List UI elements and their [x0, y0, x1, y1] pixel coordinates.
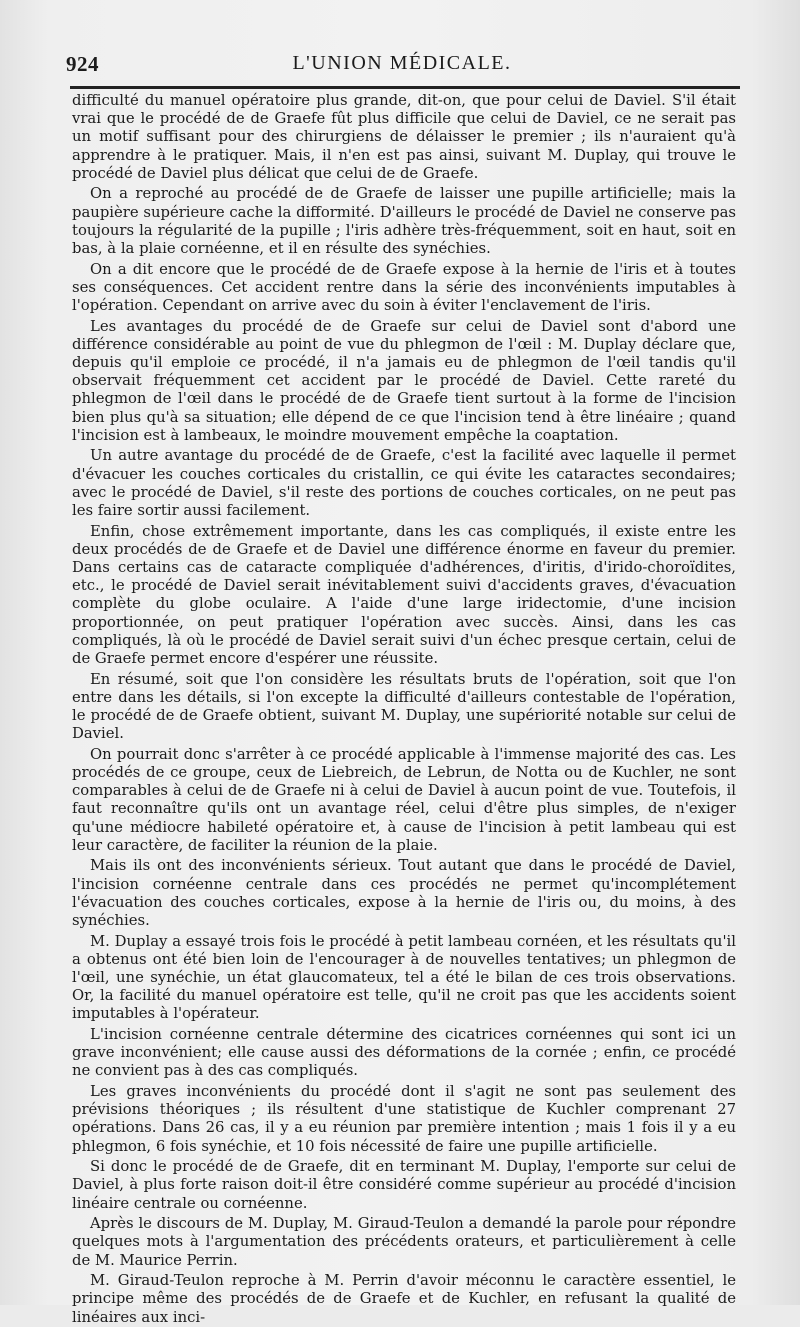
paragraph: difficulté du manuel opératoire plus grande, dit-on, que pour celui de Daviel. S'il était vrai que le procédé de de Graefe fût plus difficile que celui de Daviel, ce ne serait pas un motif suffisant pour des chirurgiens de délaisser le premier ; ils n'auraient qu'à apprendre à le pratiquer. Mais, il n'en est pas ainsi, suivant M. Duplay, qui trouve le procédé de Daviel plus délicat que celui de de Graefe.: [72, 92, 736, 182]
paragraph: En résumé, soit que l'on considère les résultats bruts de l'opération, soit que l'on entre dans les détails, si l'on excepte la difficulté d'ailleurs contestable de l'opération, le procédé de de Graefe obtient, suivant M. Duplay, une supériorité notable sur celui de Daviel.: [72, 670, 736, 743]
page-number: 924: [66, 52, 99, 76]
paragraph: On pourrait donc s'arrêter à ce procédé applicable à l'immense majorité des cas. Les procédés de ce groupe, ceux de Liebreich, de Lebrun, de Notta ou de Kuchler, ne sont comparables à celui de de Graefe ni à celui de Daviel à aucun point de vue. Toutefois, il faut reconnaître qu'ils ont un avantage réel, celui d'être plus simples, de n'exiger qu'une médiocre habileté opératoire et, à cause de l'incision à petit lambeau qui est leur caractère, de faciliter la réunion de la plaie.: [72, 745, 736, 854]
paragraph: Les graves inconvénients du procédé dont il s'agit ne sont pas seulement des prévisions théoriques ; ils résultent d'une statistique de Kuchler comprenant 27 opérations. Dans 26 cas, il y a eu réunion par première intention ; mais 1 fois il y a eu phlegmon, 6 fois synéchie, et 10 fois nécessité de faire une pupille artificielle.: [72, 1083, 736, 1155]
paragraph: M. Duplay a essayé trois fois le procédé à petit lambeau cornéen, et les résultats qu'il a obtenus ont été bien loin de l'encourager à de nouvelles tentatives; un phlegmon de l'œil, une synéchie, un état glaucomateux, tel a été le bilan de ces trois observations. Or, la facilité du manuel opératoire est telle, qu'il ne croit pas que les accidents soient imputables à l'opérateur.: [72, 932, 736, 1023]
paragraph: Mais ils ont des inconvénients sérieux. Tout autant que dans le procédé de Daviel, l'incision cornéenne centrale dans ces procédés ne permet qu'incomplétement l'évacuation des couches corticales, expose à la hernie de l'iris ou, du moins, à des synéchies.: [72, 857, 736, 930]
paragraph: Si donc le procédé de de Graefe, dit en terminant M. Duplay, l'emporte sur celui de Daviel, à plus forte raison doit-il être considéré comme supérieur au procédé d'incision linéaire centrale ou cornéenne.: [72, 1158, 736, 1212]
page-header: [64, 50, 740, 78]
paragraph: Un autre avantage du procédé de de Graefe, c'est la facilité avec laquelle il permet d'évacuer les couches corticales du cristallin, ce qui évite les cataractes secondaires; avec le procédé de Daviel, s'il reste des portions de couches corticales, on ne peut pas les faire sortir aussi facilement.: [72, 447, 736, 520]
paragraph: M. Giraud-Teulon reproche à M. Perrin d'avoir méconnu le caractère essentiel, le principe même des procédés de de Graefe et de Kuchler, en refusant la qualité de linéaires aux inci-: [72, 1272, 736, 1326]
paragraph: On a dit encore que le procédé de de Graefe expose à la hernie de l'iris et à toutes ses conséquences. Cet accident rentre dans la série des inconvénients imputables à l'opération. Cependant on arrive avec du soin à éviter l'enclavement de l'iris.: [72, 260, 736, 315]
paragraph: L'incision cornéenne centrale détermine des cicatrices cornéennes qui sont ici un grave inconvénient; elle cause aussi des déformations de la cornée ; enfin, ce procédé ne convient pas à des cas compliqués.: [72, 1026, 736, 1080]
paragraph: Enfin, chose extrêmement importante, dans les cas compliqués, il existe entre les deux procédés de de Graefe et de Daviel une différence énorme en faveur du premier. Dans certains cas de cataracte compliquée d'adhérences, d'iritis, d'irido-choroïdites, etc., le procédé de Daviel serait inévitablement suivi d'accidents graves, d'évacuation complète du globe oculaire. A l'aide d'une large iridectomie, d'une incision proportionnée, on peut pratiquer l'opération avec succès. Ainsi, dans les cas compliqués, là où le procédé de Daviel serait suivi d'un échec presque certain, celui de de Graefe permet encore d'espérer une réussite.: [72, 522, 736, 668]
paragraph: Après le discours de M. Duplay, M. Giraud-Teulon a demandé la parole pour répondre quelques mots à l'argumentation des précédents orateurs, et particulièrement à celle de M. Maurice Perrin.: [72, 1215, 736, 1269]
article-body: [72, 92, 736, 1327]
header-rule: [70, 86, 740, 89]
paragraph: Les avantages du procédé de de Graefe sur celui de Daviel sont d'abord une différence considérable au point de vue du phlegmon de l'œil : M. Duplay déclare que, depuis qu'il emploie ce procédé, il n'a jamais eu de phlegmon de l'œil tandis qu'il observait fréquemment cet accident par le procédé de Daviel. Cette rareté du phlegmon de l'œil dans le procédé de de Graefe tient surtout à la forme de l'incision bien plus qu'à sa situation; elle dépend de ce que l'incision tend à être linéaire ; quand l'incision est à lambeaux, le moindre mouvement empêche la coaptation.: [72, 317, 736, 444]
journal-title: L'UNION MÉDICALE.: [292, 52, 512, 74]
paragraph: On a reproché au procédé de de Graefe de laisser une pupille artificielle; mais la paupière supérieure cache la difformité. D'ailleurs le procédé de Daviel ne conserve pas toujours la régularité de la pupille ; l'iris adhère très-fréquemment, soit en haut, soit en bas, à la plaie cornéenne, et il en résulte des synéchies.: [72, 185, 736, 258]
